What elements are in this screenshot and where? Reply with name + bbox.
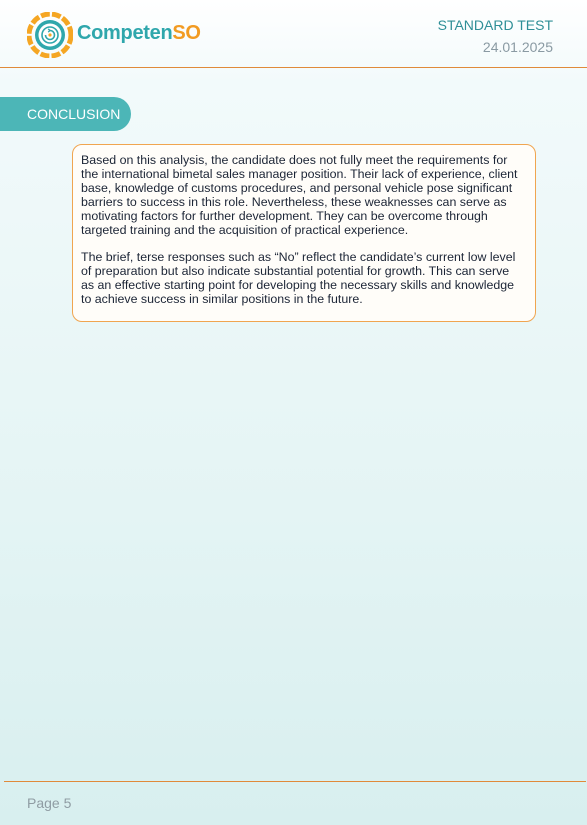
conclusion-paragraph-2: The brief, terse responses such as “No” reflect the candidate’s current low level of preparation but also indicate substantial potential for growth. This can serve as an effective starting point for developing the necessary skills and knowledge to achieve success in similar positions in the future.: [81, 250, 516, 306]
logo-icon: [27, 12, 73, 58]
footer-divider: [4, 781, 586, 782]
brand-name: [77, 22, 201, 45]
conclusion-text-box: [72, 144, 536, 322]
brand-name-part1: Competen: [77, 22, 173, 44]
page-number: Page 5: [27, 795, 72, 811]
page-header: [0, 0, 587, 68]
conclusion-paragraph-1: Based on this analysis, the candidate does not fully meet the requirements for the international bimetal sales manager position. Their lack of experience, client base, knowledge of customs procedures, and personal vehicle pose significant barriers to success in this role. Nevertheless, these weaknesses can serve as motivating factors for further development. They can be overcome through targeted training and the acquisition of practical experience.: [81, 153, 518, 237]
document-date: 24.01.2025: [482, 39, 553, 55]
section-title-conclusion: CONCLUSION: [0, 97, 131, 131]
document-type: STANDARD TEST: [437, 17, 553, 33]
brand-name-part2: SO: [172, 22, 201, 44]
